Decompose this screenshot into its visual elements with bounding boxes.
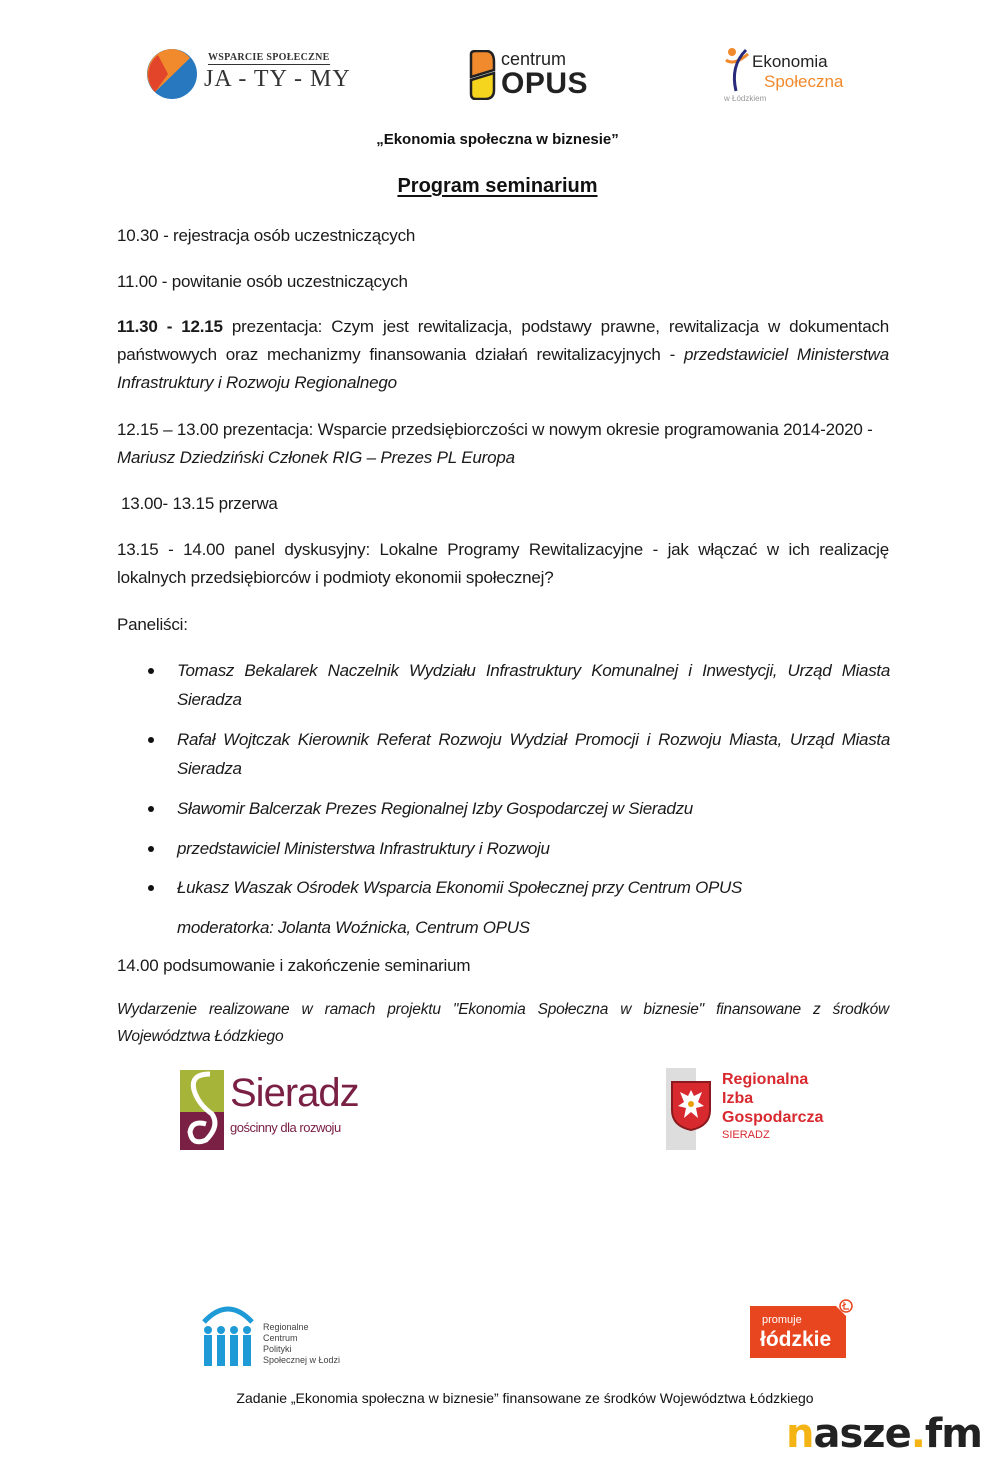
rig-line1: Regionalna [722, 1071, 809, 1088]
rig-line4: SIERADZ [722, 1129, 770, 1141]
panelist-text: Sławomir Balcerzak Prezes Regionalnej Izby Gospodarczej w Sieradzu [177, 799, 693, 818]
bullet-icon [148, 737, 154, 743]
ja-ty-my-text [204, 52, 351, 93]
opus-top-text: centrum [501, 49, 567, 69]
program-item-break: 13.00- 13.15 przerwa [121, 494, 278, 513]
logo-rcps-lodz [200, 1298, 360, 1370]
program-item-panel: 13.15 - 14.00 panel dyskusyjny: Lokalne Programy Rewitalizacyjne - jak włączać w ich realizację lokalnych przedsiębiorców i podmioty ekonomii społecznej? [117, 540, 889, 587]
footer-funding-text: Zadanie „Ekonomia społeczna w biznesie” finansowane ze środków Województwa Łódzkiego [236, 1390, 814, 1406]
logo-sieradz [180, 1070, 360, 1150]
presentation-1-time: 11.30 - 12.15 [117, 317, 223, 336]
ekonomia-text [752, 52, 843, 92]
panelist-text: Rafał Wojtczak Kierownik Referat Rozwoju Wydział Promocji i Rozwoju Miasta, Urząd Miasta Sieradza [177, 730, 890, 778]
sieradz-text [230, 1070, 359, 1136]
bullet-icon [148, 806, 154, 812]
bullet-icon [148, 885, 154, 891]
program-item-presentation-1 [117, 313, 889, 397]
presentation-1-text: prezentacja: Czym jest rewitalizacja, podstawy prawne, rewitalizacja w dokumentach państwowych oraz mechanizmy finansowania działań rewitalizacyjnych - [117, 317, 890, 364]
logo-regionalna-izba-gospodarcza [658, 1068, 834, 1150]
lodzkie-small: promuje [762, 1314, 802, 1326]
rcps-line3: Polityki [263, 1344, 292, 1354]
polish-eagle-shield-icon [668, 1080, 714, 1132]
ekonomia-line1: Ekonomia [752, 52, 828, 71]
rcps-name [263, 1322, 340, 1366]
panelist-text: Tomasz Bekalarek Naczelnik Wydziału Infrastruktury Komunalnej i Inwestycji, Urząd Miasta Sieradza [177, 661, 890, 709]
panelist-item [140, 873, 890, 902]
opus-main-text: OPUS [501, 67, 589, 100]
event-subtitle: „Ekonomia społeczna w biznesie” [376, 131, 619, 148]
sieradz-tagline: gościnny dla rozwoju [230, 1120, 341, 1135]
panelist-item [140, 794, 890, 823]
program-item-closing: 14.00 podsumowanie i zakończenie seminarium [117, 956, 471, 975]
logo-ekonomia-spoleczna [724, 46, 854, 106]
funding-footnote: Wydarzenie realizowane w ramach projektu "Ekonomia Społeczna w biznesie" finansowane z środków Województwa Łódzkiego [117, 1001, 889, 1045]
opus-mark-icon [468, 50, 496, 100]
bullet-icon [148, 846, 154, 852]
ja-ty-my-wordmark: JA - TY - MY [204, 66, 351, 92]
rcps-line4: Społecznej w Łodzi [263, 1355, 341, 1365]
ja-ty-my-circle-icon [146, 48, 198, 100]
logo-ja-ty-my [146, 48, 351, 104]
ekonomia-line2: Społeczna [764, 72, 844, 91]
nasze-dot: . [910, 1411, 925, 1457]
sieradz-mark-icon [180, 1070, 224, 1150]
rig-line2: Izba [722, 1090, 754, 1107]
panelist-item [140, 656, 890, 714]
nasze-fm: fm [924, 1411, 982, 1457]
presentation-1-speaker: przedstawiciel Ministerstwa Infrastruktury i Rozwoju Regionalnego [117, 345, 889, 392]
logo-promuje-lodzkie [750, 1298, 856, 1360]
program-item-presentation-2 [117, 416, 877, 472]
panelist-item [140, 725, 890, 783]
logo-centrum-opus [468, 50, 588, 102]
moderator-line [140, 913, 890, 942]
rig-text [722, 1070, 823, 1143]
rcps-line2: Centrum [263, 1333, 298, 1343]
rcps-line1: Regionalne [263, 1322, 309, 1332]
ja-ty-my-tagline: WSPARCIE SPOŁECZNE [208, 52, 330, 63]
program-item-welcome: 11.00 - powitanie osób uczestniczących [117, 272, 408, 291]
nasze-asze: asze [813, 1411, 911, 1457]
bullet-icon [148, 668, 154, 674]
presentation-2-speaker: Mariusz Dziedziński Członek RIG – Prezes PL Europa [117, 448, 515, 467]
lodzkie-main: łódzkie [760, 1328, 832, 1351]
moderator-text: moderatorka: Jolanta Woźnicka, Centrum OPUS [177, 918, 530, 937]
presentation-2-text: 12.15 – 13.00 prezentacja: Wsparcie przedsiębiorczości w nowym okresie programowania 2014-2020 - [117, 420, 873, 439]
opus-text [501, 50, 588, 100]
nasze-fm-watermark [786, 1411, 982, 1457]
panelists-label: Paneliści: [117, 615, 188, 634]
ekonomia-small: w Łódzkiem [724, 94, 767, 103]
sieradz-wordmark: Sieradz [230, 1071, 359, 1115]
program-item-registration: 10.30 - rejestracja osób uczestniczących [117, 226, 416, 245]
panelist-text: przedstawiciel Ministerstwa Infrastruktury i Rozwoju [177, 839, 550, 858]
lodzkie-text [760, 1314, 831, 1352]
rig-line3: Gospodarcza [722, 1109, 824, 1126]
panelist-text: Łukasz Waszak Ośrodek Wsparcia Ekonomii Społecznej przy Centrum OPUS [177, 878, 743, 897]
nasze-n: n [786, 1411, 814, 1457]
page-title: Program seminarium [397, 175, 598, 197]
panelist-item [140, 834, 890, 863]
rcps-people-arch-icon [200, 1298, 256, 1368]
ekonomia-figure-icon [724, 46, 750, 92]
